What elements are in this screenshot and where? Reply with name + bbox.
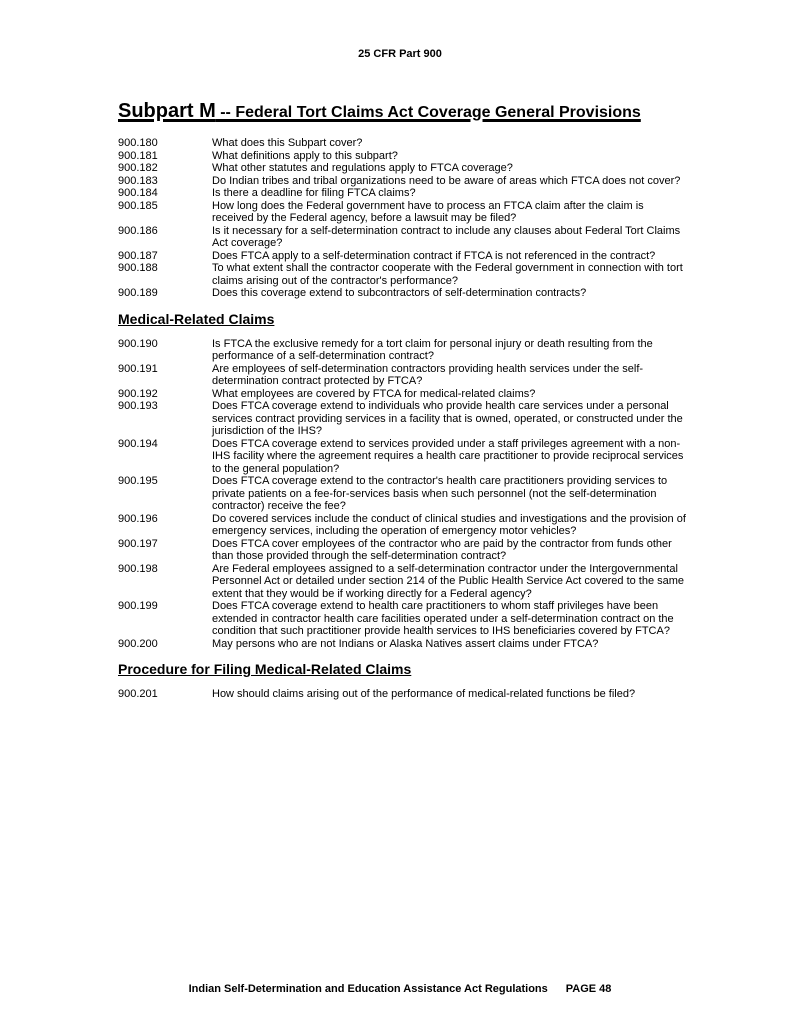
section-number: 900.189 bbox=[118, 287, 158, 299]
section-number: 900.188 bbox=[118, 262, 158, 274]
toc-row bbox=[118, 475, 688, 513]
section-number: 900.200 bbox=[118, 637, 158, 650]
section-question: What employees are covered by FTCA for medical-related claims? bbox=[212, 387, 536, 400]
toc-row bbox=[118, 638, 688, 651]
section-question: What definitions apply to this subpart? bbox=[212, 149, 398, 162]
toc-row bbox=[118, 250, 688, 263]
section-question: Does this coverage extend to subcontractors of self-determination contracts? bbox=[212, 287, 587, 299]
toc-row bbox=[118, 513, 688, 538]
section-number: 900.197 bbox=[118, 537, 158, 550]
section-question: Does FTCA apply to a self-determination contract if FTCA is not referenced in the contract? bbox=[212, 249, 656, 262]
section-question: Is FTCA the exclusive remedy for a tort claim for personal injury or death resulting from the performance of a self-determination contract? bbox=[212, 337, 653, 362]
toc-row bbox=[118, 688, 688, 701]
section-number: 900.192 bbox=[118, 387, 158, 400]
section-number: 900.193 bbox=[118, 400, 158, 412]
section-question: What does this Subpart cover? bbox=[212, 137, 363, 149]
section-question: Does FTCA cover employees of the contractor who are paid by the contractor from funds other than those provided through the self-determination contract? bbox=[212, 537, 672, 562]
section-number: 900.195 bbox=[118, 475, 158, 487]
section-question: Is there a deadline for filing FTCA claims? bbox=[212, 187, 416, 199]
section-number: 900.184 bbox=[118, 187, 158, 199]
section-question: Is it necessary for a self-determination contract to include any clauses about Federal Tort Claims Act coverage? bbox=[212, 224, 681, 249]
section-question: Does FTCA coverage extend to services provided under a staff privileges agreement with a non-IHS facility where the agreement requires a health care practitioner to provide reciprocal services to the general population? bbox=[212, 437, 684, 475]
section-question: Do covered services include the conduct of clinical studies and investigations and the provision of emergency services, including the operation of emergency motor vehicles? bbox=[212, 512, 686, 537]
subpart-prefix: Subpart M bbox=[118, 100, 216, 122]
section-number: 900.191 bbox=[118, 362, 158, 375]
section-question: Do Indian tribes and tribal organizations need to be aware of areas which FTCA does not cover? bbox=[212, 174, 681, 187]
subpart-title bbox=[118, 96, 688, 123]
toc-row bbox=[118, 262, 688, 287]
section-question: Does FTCA coverage extend to the contractor's health care practitioners providing services to private patients on a fee-for-services basis when such personnel (not the self-determination contractor) receive the fee? bbox=[212, 475, 668, 512]
document-body bbox=[118, 96, 688, 701]
subpart-title-text: -- Federal Tort Claims Act Coverage General Provisions bbox=[215, 104, 641, 121]
toc-row bbox=[118, 363, 688, 388]
section-list bbox=[118, 688, 688, 701]
toc-row bbox=[118, 563, 688, 601]
section-number: 900.181 bbox=[118, 149, 158, 162]
toc-row bbox=[118, 600, 688, 638]
section-number: 900.190 bbox=[118, 337, 158, 350]
toc-row bbox=[118, 225, 688, 250]
section-number: 900.187 bbox=[118, 249, 158, 262]
toc-row bbox=[118, 538, 688, 563]
toc-row bbox=[118, 137, 688, 150]
page-header: 25 CFR Part 900 bbox=[358, 48, 442, 60]
section-question: Does FTCA coverage extend to health care practitioners to whom staff privileges have been extended in contractor health care facilities operated under a self-determination contract on the condition that such practitioner provide health services to IHS beneficiaries covered by FTCA? bbox=[212, 600, 674, 637]
sections-container bbox=[118, 137, 688, 701]
page-footer bbox=[0, 983, 800, 995]
toc-row bbox=[118, 187, 688, 200]
section-heading: Medical-Related Claims bbox=[118, 310, 275, 327]
section-number: 900.183 bbox=[118, 174, 158, 187]
section-question: What other statutes and regulations apply to FTCA coverage? bbox=[212, 162, 513, 174]
section-number: 900.198 bbox=[118, 562, 158, 575]
toc-row bbox=[118, 338, 688, 363]
footer-title: Indian Self-Determination and Education Assistance Act Regulations bbox=[188, 983, 548, 995]
section-question: To what extent shall the contractor cooperate with the Federal government in connection with tort claims arising out of the contractor's performance? bbox=[212, 262, 683, 287]
section-list bbox=[118, 338, 688, 651]
section-question: May persons who are not Indians or Alaska Natives assert claims under FTCA? bbox=[212, 637, 599, 650]
section-number: 900.180 bbox=[118, 137, 158, 149]
toc-row bbox=[118, 150, 688, 163]
section-number: 900.194 bbox=[118, 437, 158, 450]
toc-row bbox=[118, 200, 688, 225]
section-number: 900.199 bbox=[118, 600, 158, 612]
section-number: 900.196 bbox=[118, 512, 158, 525]
section-question: Are Federal employees assigned to a self-determination contractor under the Intergovernmental Personnel Act or detailed under section 214 of the Public Health Service Act covered to the same extent that they would be if working directly for a Federal agency? bbox=[212, 562, 685, 600]
section-question: How long does the Federal government have to process an FTCA claim after the claim is received by the Federal agency, before a lawsuit may be filed? bbox=[212, 199, 644, 224]
toc-row bbox=[118, 400, 688, 438]
section-number: 900.201 bbox=[118, 688, 158, 700]
section-question: How should claims arising out of the performance of medical-related functions be filed? bbox=[212, 688, 636, 700]
toc-row bbox=[118, 438, 688, 476]
toc-row bbox=[118, 287, 688, 300]
section-number: 900.186 bbox=[118, 224, 158, 237]
section-number: 900.185 bbox=[118, 199, 158, 212]
section-number: 900.182 bbox=[118, 162, 158, 174]
section-question: Does FTCA coverage extend to individuals who provide health care services under a personal services contract providing services in a facility that is owned, operated, or constructed under the jurisdiction of the IHS? bbox=[212, 400, 683, 437]
section-heading: Procedure for Filing Medical-Related Claims bbox=[118, 661, 412, 677]
toc-row bbox=[118, 388, 688, 401]
section-question: Are employees of self-determination contractors providing health services under the self-determination contract protected by FTCA? bbox=[212, 362, 644, 387]
page-number: PAGE 48 bbox=[565, 983, 612, 995]
section-list bbox=[118, 137, 688, 300]
toc-row bbox=[118, 175, 688, 188]
toc-row bbox=[118, 162, 688, 175]
